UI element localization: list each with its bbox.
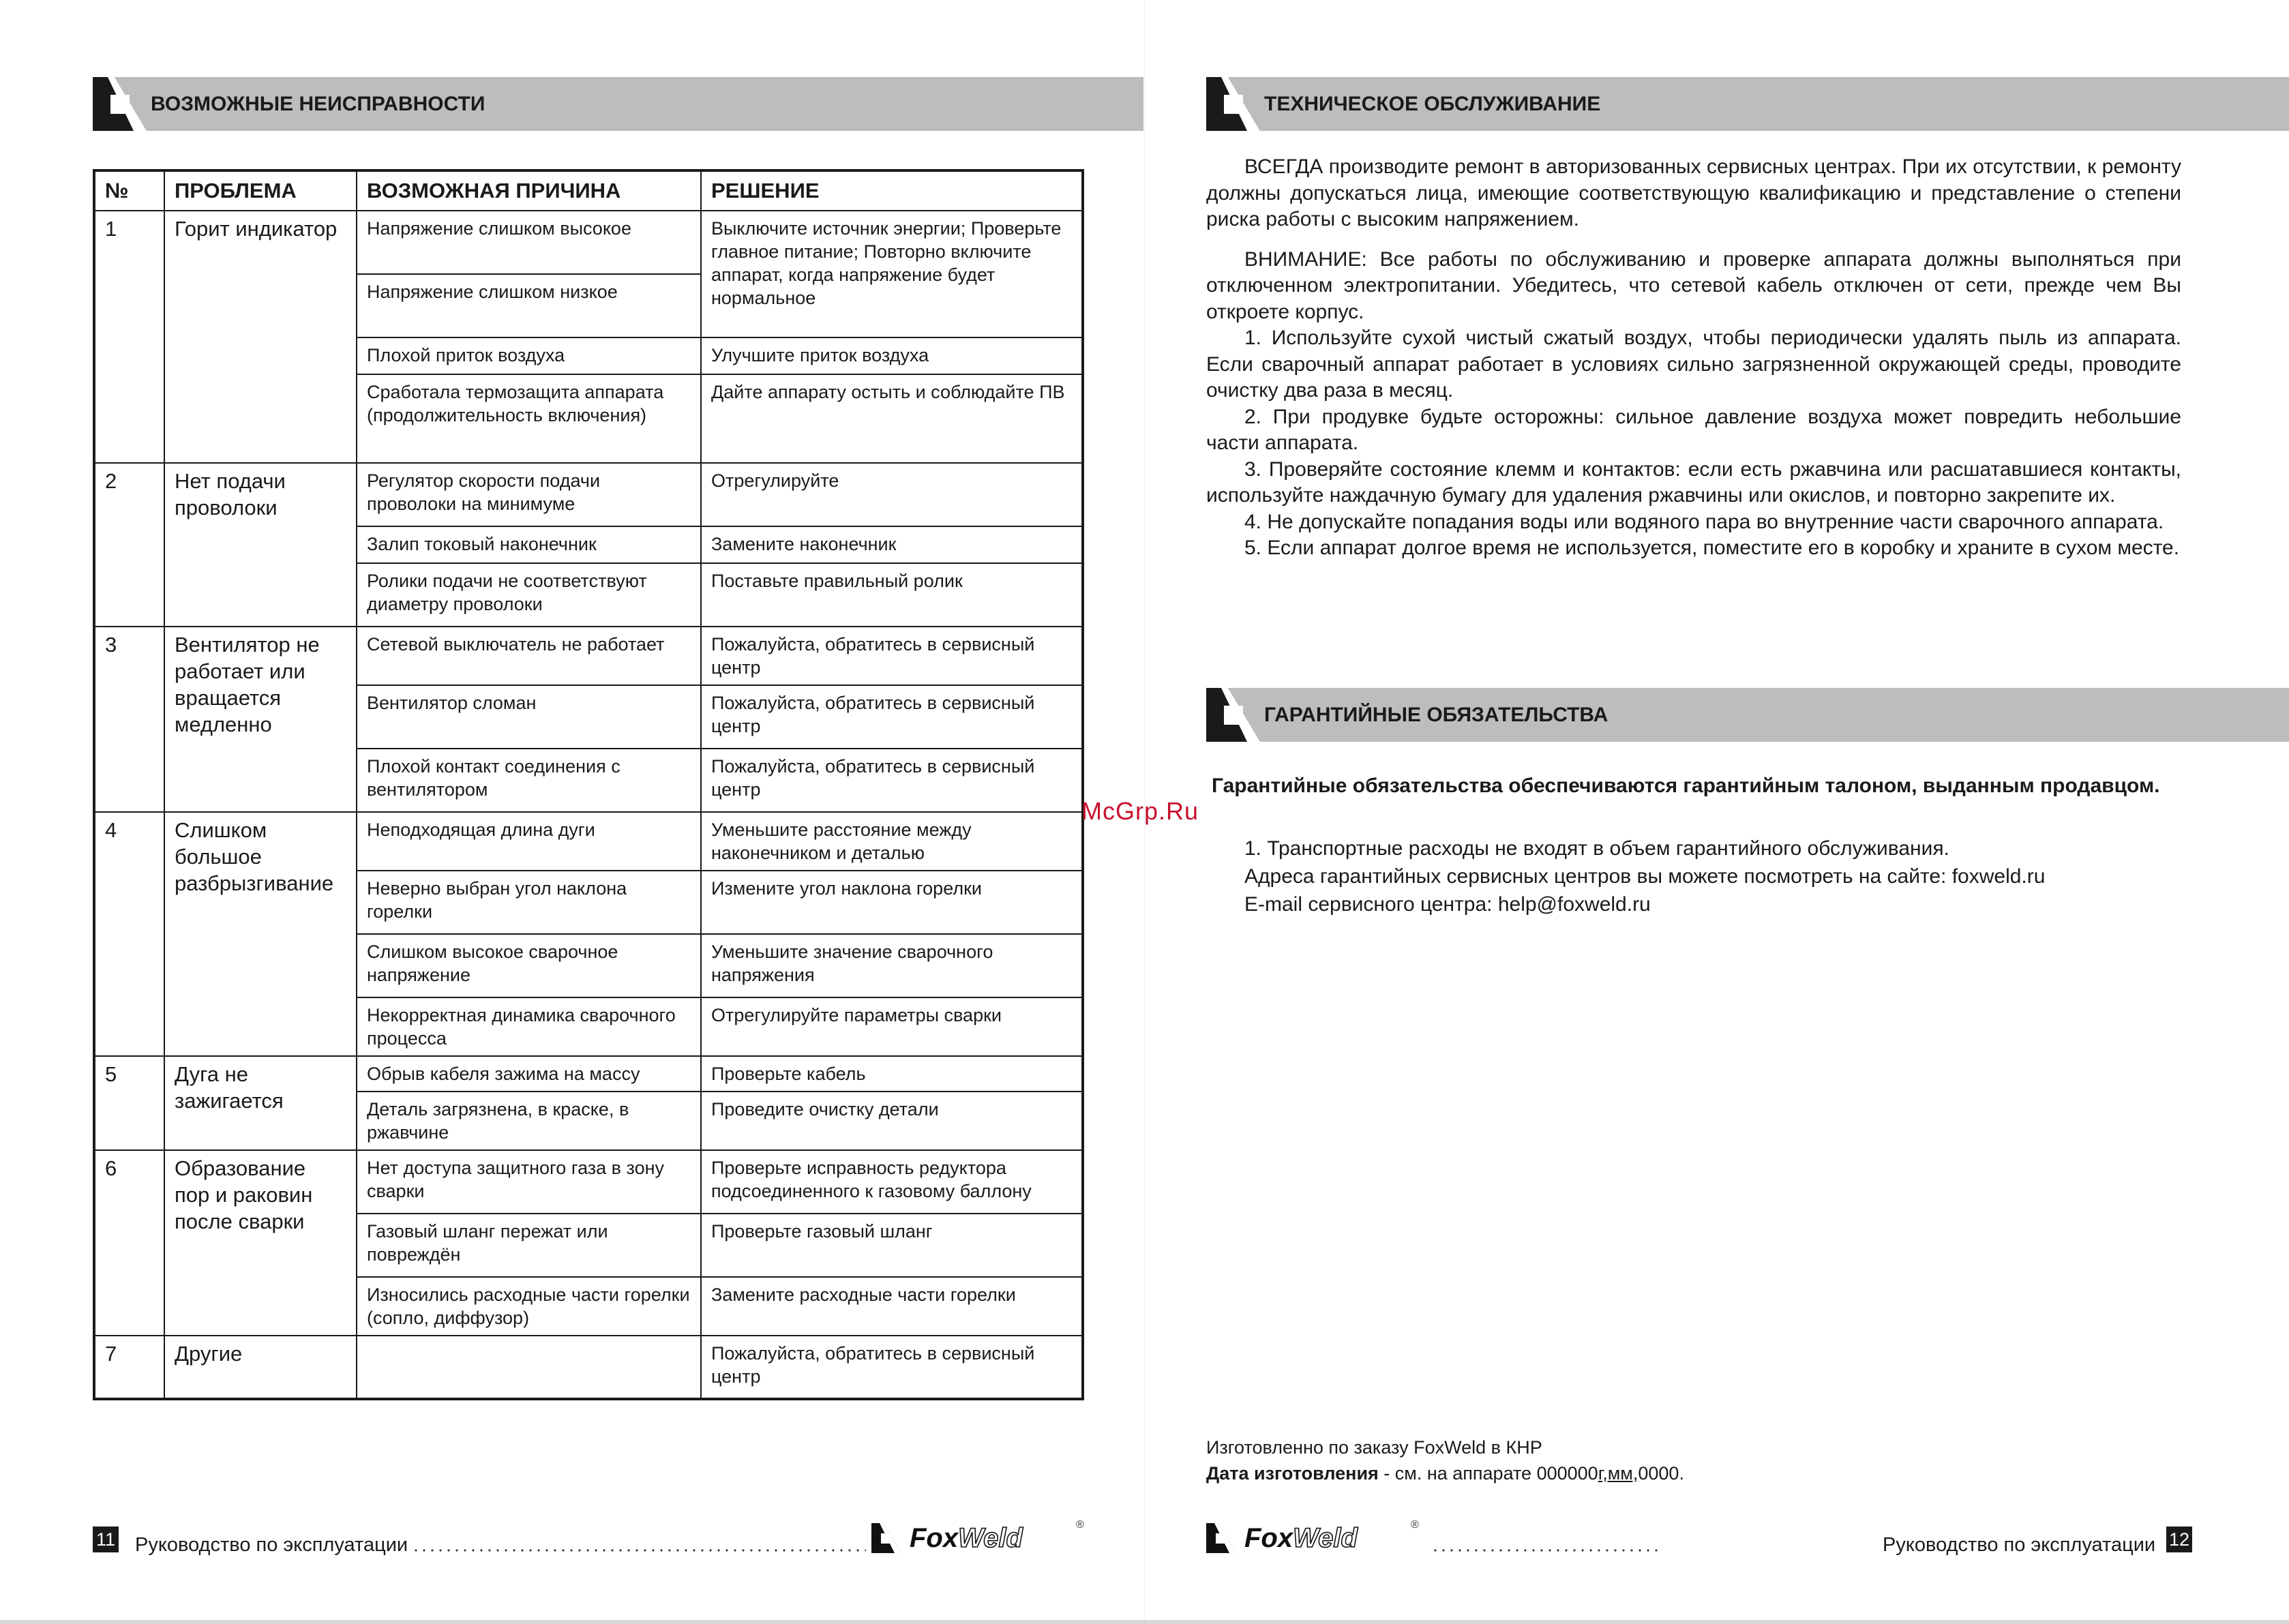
- row-cause: Напряжение слишком низкое: [357, 274, 701, 337]
- row-solution: Измените угол наклона горелки: [701, 871, 1083, 934]
- row-cause: Некорректная динамика сварочного процесса: [357, 997, 701, 1056]
- maintenance-text: [1206, 154, 2181, 562]
- foxweld-logo-icon: [871, 1523, 901, 1553]
- row-cause: Залип токовый наконечник: [357, 526, 701, 563]
- faults-section-title: ВОЗМОЖНЫЕ НЕИСПРАВНОСТИ: [151, 93, 485, 115]
- section-corner-icon: [93, 77, 147, 131]
- row-cause: Обрыв кабеля зажима на массу: [357, 1056, 701, 1092]
- made-in-line: Изготовленно по заказу FoxWeld в КНР: [1206, 1437, 1542, 1458]
- page-number-left: 11: [93, 1527, 119, 1552]
- warranty-section-title: ГАРАНТИЙНЫЕ ОБЯЗАТЕЛЬСТВА: [1264, 704, 1609, 726]
- row-solution: Пожалуйста, обратитесь в сервисный центр: [701, 627, 1083, 685]
- row-cause: Неподходящая длина дуги: [357, 812, 701, 871]
- table-header-row: [94, 170, 1083, 211]
- header-number: №: [94, 170, 164, 211]
- row-solution: Отрегулируйте: [701, 463, 1083, 526]
- table-row: [94, 463, 1083, 526]
- date-label: Дата изготовления: [1206, 1463, 1379, 1484]
- manufacture-date-line: Дата изготовления - см. на аппарате 000000г,мм,0000.: [1206, 1463, 1684, 1484]
- foxweld-logo-word: FoxWeld: [1244, 1523, 1358, 1553]
- footer-manual-title-right: Руководство по эксплуатации: [1883, 1534, 2156, 1556]
- row-cause: Слишком высокое сварочное напряжение: [357, 934, 701, 997]
- warranty-line: 1. Транспортные расходы не входят в объем гарантийного обслуживания.: [1244, 837, 1949, 860]
- row-solution: Пожалуйста, обратитесь в сервисный центр: [701, 1336, 1083, 1399]
- right-page: [1145, 0, 2289, 1624]
- row-cause: Износились расходные части горелки (сопло, диффузор): [357, 1277, 701, 1336]
- row-number: 6: [94, 1150, 164, 1336]
- row-cause: Неверно выбран угол наклона горелки: [357, 871, 701, 934]
- foxweld-logo-icon: [1206, 1523, 1236, 1553]
- warranty-line: Адреса гарантийных сервисных центров вы можете посмотреть на сайте: foxweld.ru: [1244, 865, 2046, 888]
- row-solution: Проверьте исправность редуктора подсоединенного к газовому баллону: [701, 1150, 1083, 1214]
- maintenance-section-header: [1206, 77, 2289, 131]
- manufacture-info: [1206, 1434, 1684, 1486]
- row-cause: Сработала термозащита аппарата (продолжительность включения): [357, 374, 701, 463]
- footer-dotted-leader-left: [412, 1549, 866, 1552]
- registered-mark: ®: [1411, 1519, 1419, 1531]
- table-row: [94, 1336, 1083, 1399]
- row-solution: Проверьте газовый шланг: [701, 1214, 1083, 1277]
- row-number: 2: [94, 463, 164, 627]
- row-solution: Отрегулируйте параметры сварки: [701, 997, 1083, 1056]
- row-number: 7: [94, 1336, 164, 1399]
- row-solution: Поставьте правильный ролик: [701, 563, 1083, 627]
- table-row: [94, 812, 1083, 871]
- row-number: 3: [94, 627, 164, 812]
- maintenance-paragraph: ВНИМАНИЕ: Все работы по обслуживанию и проверке аппарата должны выполняться при отключенном электропитании. Убедитесь, что сетевой кабель отключен от сети, прежде чем Вы откроете корпус.: [1206, 247, 2181, 323]
- warranty-statement: Гарантийные обязательства обеспечиваются гарантийным талоном, выданным продавцом.: [1212, 775, 2160, 797]
- row-solution: Замените расходные части горелки: [701, 1277, 1083, 1336]
- row-solution: Пожалуйста, обратитесь в сервисный центр: [701, 749, 1083, 812]
- row-number: 5: [94, 1056, 164, 1150]
- watermark: McGrp.Ru: [1081, 797, 1199, 825]
- table-row: [94, 1056, 1083, 1092]
- table-row: [94, 1150, 1083, 1214]
- row-cause: Деталь загрязнена, в краске, в ржавчине: [357, 1092, 701, 1150]
- row-cause: Ролики подачи не соответствуют диаметру проволоки: [357, 563, 701, 627]
- row-cause: Сетевой выключатель не работает: [357, 627, 701, 685]
- header-cause: ВОЗМОЖНАЯ ПРИЧИНА: [357, 170, 701, 211]
- row-solution: Пожалуйста, обратитесь в сервисный центр: [701, 685, 1083, 749]
- faults-section-header: [93, 77, 1143, 131]
- maintenance-paragraph: 1. Используйте сухой чистый сжатый воздух, чтобы периодически удалять пыль из аппарата. Если сварочный аппарат работает в условиях сильно загрязненной окружающей среды, проводите очистку два раза в месяц.: [1206, 327, 2181, 402]
- row-solution: Выключите источник энергии; Проверьте главное питание; Повторно включите аппарат, когда напряжение будет нормальное: [701, 211, 1083, 337]
- section-corner-icon: [1206, 77, 1260, 131]
- maintenance-paragraph: 4. Не допускайте попадания воды или водяного пара во внутренние части сварочного аппарата.: [1244, 510, 2164, 533]
- registered-mark: ®: [1076, 1519, 1084, 1531]
- row-solution: Замените наконечник: [701, 526, 1083, 563]
- row-problem: Вентилятор не работает или вращается медленно: [164, 627, 357, 812]
- maintenance-paragraph: 2. При продувке будьте осторожны: сильное давление воздуха может повредить небольшие части аппарата.: [1206, 405, 2181, 454]
- header-problem: ПРОБЛЕМА: [164, 170, 357, 211]
- foxweld-logo-word: FoxWeld: [910, 1523, 1023, 1553]
- foxweld-logo-right: [1206, 1519, 1424, 1554]
- row-solution: Улучшите приток воздуха: [701, 337, 1083, 374]
- row-number: 4: [94, 812, 164, 1056]
- footer-dotted-leader-right: [1431, 1549, 1660, 1552]
- row-cause: Регулятор скорости подачи проволоки на минимуме: [357, 463, 701, 526]
- table-row: [94, 627, 1083, 685]
- row-cause: [357, 1336, 701, 1399]
- maintenance-section-title: ТЕХНИЧЕСКОЕ ОБСЛУЖИВАНИЕ: [1264, 93, 1601, 115]
- row-number: 1: [94, 211, 164, 463]
- warranty-line: E-mail сервисного центра: help@foxweld.ru: [1244, 893, 1651, 916]
- footer-manual-title-left: Руководство по эксплуатации: [135, 1534, 408, 1556]
- page-number-right: 12: [2166, 1527, 2192, 1552]
- maintenance-paragraph: 5. Если аппарат долгое время не используется, поместите его в коробку и храните в сухом месте.: [1244, 537, 2180, 559]
- row-solution: Уменьшите значение сварочного напряжения: [701, 934, 1083, 997]
- section-corner-icon: [1206, 688, 1260, 742]
- row-problem: Другие: [164, 1336, 357, 1399]
- row-cause: Нет доступа защитного газа в зону сварки: [357, 1150, 701, 1214]
- row-cause: Газовый шланг пережат или повреждён: [357, 1214, 701, 1277]
- row-solution: Проведите очистку детали: [701, 1092, 1083, 1150]
- row-cause: Плохой приток воздуха: [357, 337, 701, 374]
- row-cause: Плохой контакт соединения с вентилятором: [357, 749, 701, 812]
- row-problem: Дуга не зажигается: [164, 1056, 357, 1150]
- left-page: [0, 0, 1144, 1624]
- row-solution: Уменьшите расстояние между наконечником и деталью: [701, 812, 1083, 871]
- foxweld-logo-left: [871, 1519, 1090, 1554]
- warranty-list: [1244, 834, 2045, 918]
- row-solution: Проверьте кабель: [701, 1056, 1083, 1092]
- faults-table: [93, 169, 1084, 1400]
- maintenance-paragraph: 3. Проверяйте состояние клемм и контактов: если есть ржавчина или расшатавшиеся контакты, используйте наждачную бумагу для удаления ржавчины или окислов, и повторно закрепите их.: [1206, 457, 2181, 507]
- row-problem: Горит индикатор: [164, 211, 357, 463]
- row-problem: Образование пор и раковин после сварки: [164, 1150, 357, 1336]
- maintenance-paragraph: ВСЕГДА производите ремонт в авторизованных сервисных центрах. При их отсутствии, к ремонту должны допускаться лица, имеющие соответствующую квалификацию и представление о степени риска работы с высоким напряжением.: [1206, 155, 2181, 230]
- header-solution: РЕШЕНИЕ: [701, 170, 1083, 211]
- row-cause: Вентилятор сломан: [357, 685, 701, 749]
- row-cause: Напряжение слишком высокое: [357, 211, 701, 274]
- row-problem: Слишком большое разбрызгивание: [164, 812, 357, 1056]
- warranty-section-header: [1206, 688, 2289, 742]
- table-row: [94, 211, 1083, 274]
- row-solution: Дайте аппарату остыть и соблюдайте ПВ: [701, 374, 1083, 463]
- row-problem: Нет подачи проволоки: [164, 463, 357, 627]
